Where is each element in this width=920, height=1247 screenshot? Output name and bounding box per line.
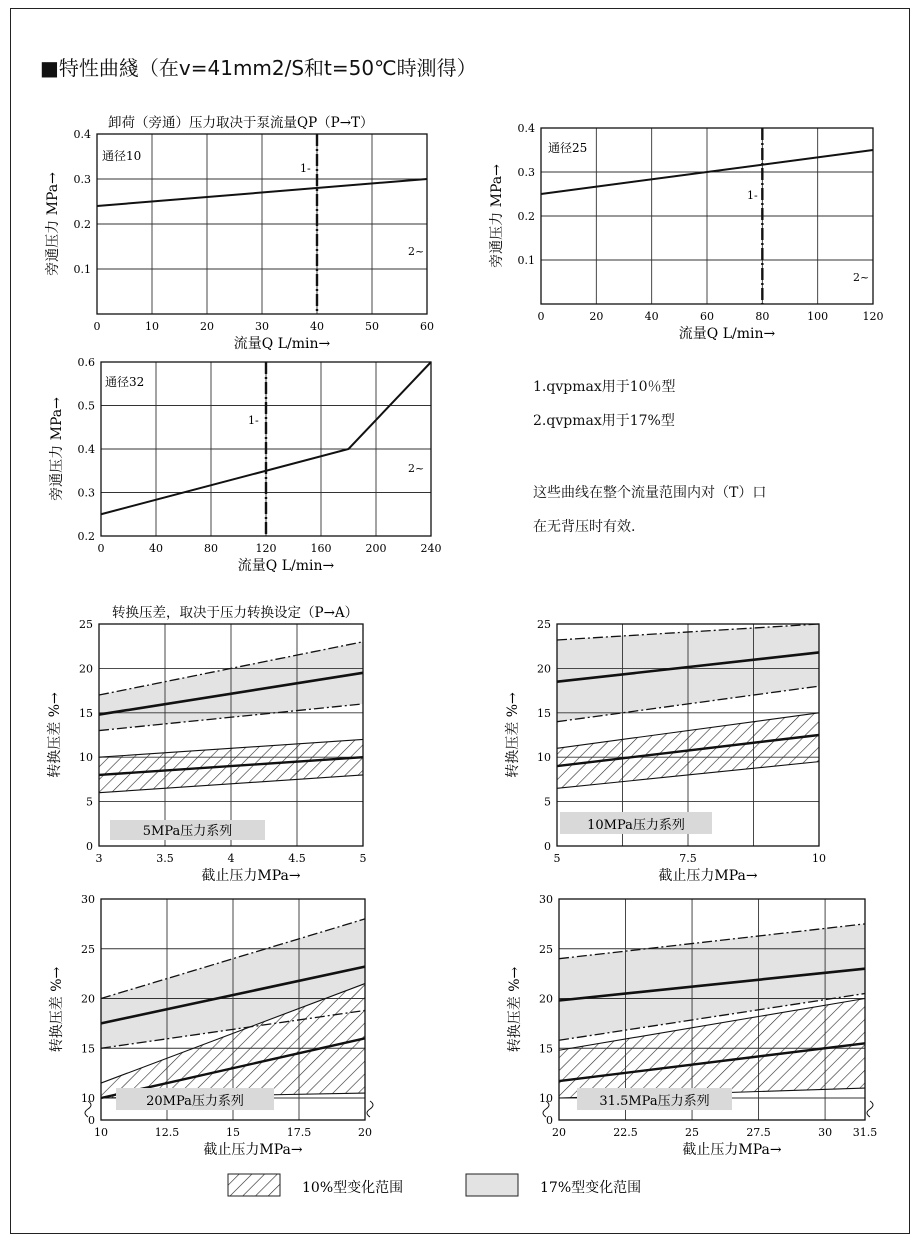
y-tick-label: 10 <box>81 1092 95 1105</box>
y-axis-label: 旁通压力 MPa→ <box>489 164 505 268</box>
x-tick-label: 22.5 <box>613 1126 638 1139</box>
y-tick-label: 20 <box>539 992 553 1006</box>
x-tick-label: 30 <box>255 320 269 333</box>
series-label: 10MPa压力系列 <box>587 818 685 833</box>
x-tick-label: 10 <box>94 1126 108 1139</box>
x-tick-label: 120 <box>255 542 277 555</box>
x-tick-label: 10 <box>812 852 826 865</box>
y-tick-label: 0.2 <box>77 530 95 543</box>
y-axis-label: 转换压差 %→ <box>507 966 523 1053</box>
x-tick-label: 20 <box>589 310 604 323</box>
series-label: 5MPa压力系列 <box>142 824 233 839</box>
x-tick-label: 3 <box>95 852 103 865</box>
y-tick-label: 20 <box>79 662 93 676</box>
chart-c6 <box>48 893 373 1158</box>
bore-label: 通径25 <box>548 141 588 155</box>
chart-title: 卸荷（旁通）压力取决于泵流量QP（P→T） <box>108 115 374 131</box>
x-tick-label: 12.5 <box>154 1126 180 1139</box>
x-tick-label: 31.5 <box>852 1126 878 1139</box>
y-tick-label: 0.3 <box>77 486 95 500</box>
marker-1-label: 1- <box>300 162 311 175</box>
legend-hatch-swatch <box>228 1174 280 1196</box>
y-tick-label: 20 <box>81 992 95 1006</box>
y-tick-label: 0.2 <box>517 210 535 223</box>
x-axis-label: 流量Q L/min→ <box>237 558 335 574</box>
series-label: 20MPa压力系列 <box>146 1094 244 1109</box>
x-tick-label: 4.5 <box>288 852 306 865</box>
bore-label: 通径10 <box>102 149 142 163</box>
x-tick-label: 15 <box>226 1126 240 1139</box>
x-tick-label: 120 <box>862 310 884 323</box>
x-tick-label: 100 <box>807 310 829 323</box>
y-tick-label: 20 <box>537 662 551 676</box>
marker-2-label: 2~ <box>408 462 425 475</box>
y-tick-label: 0.2 <box>73 218 91 231</box>
x-tick-label: 10 <box>145 320 159 333</box>
x-tick-label: 20 <box>358 1126 372 1139</box>
x-tick-label: 30 <box>818 1126 833 1139</box>
y-tick-label: 0.3 <box>517 166 535 179</box>
y-tick-label: 15 <box>79 706 93 720</box>
y-tick-label: 0.3 <box>73 173 91 186</box>
y-tick-label: 25 <box>79 618 93 631</box>
x-tick-label: 40 <box>644 310 659 323</box>
x-tick-label: 25 <box>685 1126 700 1139</box>
x-tick-label: 20 <box>552 1126 566 1139</box>
y-tick-label: 0.4 <box>77 443 95 456</box>
x-axis-label: 截止压力MPa→ <box>201 868 301 884</box>
y-tick-label: 30 <box>539 893 553 906</box>
x-tick-label: 0 <box>97 542 105 555</box>
x-tick-label: 200 <box>365 542 387 555</box>
x-tick-label: 5 <box>359 852 367 865</box>
x-tick-label: 27.5 <box>746 1126 771 1139</box>
y-tick-label: 0.1 <box>517 254 535 267</box>
chart-c3 <box>48 356 442 574</box>
y-tick-label: 0.5 <box>77 399 95 413</box>
legend-hatch-label: 10%型变化范围 <box>302 1180 404 1196</box>
x-axis-label: 流量Q L/min→ <box>233 336 331 352</box>
chart-c1 <box>44 114 434 352</box>
y-tick-label: 15 <box>537 706 551 720</box>
y-tick-label: 0 <box>88 1114 95 1127</box>
x-tick-label: 0 <box>93 320 101 333</box>
x-tick-label: 0 <box>537 310 545 323</box>
y-tick-label: 0.6 <box>77 356 95 369</box>
y-tick-label: 10 <box>79 751 93 765</box>
y-tick-label: 25 <box>539 942 553 956</box>
x-tick-label: 5 <box>553 852 561 865</box>
x-tick-label: 80 <box>755 310 770 323</box>
y-tick-label: 0 <box>546 1114 553 1127</box>
y-axis-label: 转换压差 %→ <box>505 692 521 778</box>
y-axis-label: 转换压差 %→ <box>47 692 63 778</box>
x-axis-label: 截止压力MPa→ <box>658 868 758 884</box>
x-tick-label: 17.5 <box>286 1126 312 1139</box>
x-tick-label: 40 <box>310 320 324 333</box>
x-tick-label: 80 <box>204 542 218 555</box>
y-tick-label: 0.1 <box>73 263 91 276</box>
x-tick-label: 4 <box>227 852 235 865</box>
page-heading: ■特性曲綫（在v=41mm2/S和t=50℃時測得） <box>40 56 477 80</box>
x-tick-label: 60 <box>700 310 714 323</box>
chart-c7 <box>506 893 877 1158</box>
note-2: 2.qvpmax用于17%型 <box>533 413 675 429</box>
x-tick-label: 160 <box>310 542 332 555</box>
note-3: 这些曲线在整个流量范围内对（T）口 <box>533 485 767 501</box>
note-4: 在无背压时有效. <box>533 519 636 535</box>
x-tick-label: 3.5 <box>156 852 174 865</box>
y-tick-label: 5 <box>544 795 551 809</box>
chart-c2 <box>488 122 884 342</box>
y-axis-label: 旁通压力 MPa→ <box>45 172 61 276</box>
x-axis-label: 流量Q L/min→ <box>678 326 776 342</box>
y-axis-label: 转换压差 %→ <box>49 966 65 1053</box>
chart-c5 <box>504 618 826 884</box>
x-tick-label: 40 <box>149 542 163 555</box>
legend <box>228 1174 641 1196</box>
y-tick-label: 10 <box>537 751 551 765</box>
y-axis-label: 旁通压力 MPa→ <box>49 397 65 501</box>
x-tick-label: 60 <box>420 320 434 333</box>
axis-break-mark <box>367 1101 373 1117</box>
y-tick-label: 25 <box>537 618 551 631</box>
y-tick-label: 0 <box>86 840 93 853</box>
y-tick-label: 30 <box>81 893 95 906</box>
x-tick-label: 240 <box>420 542 442 555</box>
x-tick-label: 20 <box>200 320 214 333</box>
bore-label: 通径32 <box>105 375 145 389</box>
legend-gray-swatch <box>466 1174 518 1196</box>
chart-c4 <box>46 604 367 884</box>
y-tick-label: 0.4 <box>73 128 91 141</box>
axis-break-mark <box>867 1101 873 1117</box>
x-tick-label: 7.5 <box>679 852 697 865</box>
y-tick-label: 10 <box>539 1092 553 1105</box>
y-tick-label: 5 <box>86 795 93 809</box>
note-1: 1.qvpmax用于10％型 <box>533 379 676 395</box>
x-axis-label: 截止压力MPa→ <box>203 1142 303 1158</box>
marker-2-label: 2~ <box>853 271 870 284</box>
marker-1-label: 1- <box>747 189 758 202</box>
marker-2-label: 2~ <box>408 245 425 258</box>
marker-1-label: 1- <box>248 414 259 427</box>
series-label: 31.5MPa压力系列 <box>599 1094 710 1109</box>
y-tick-label: 15 <box>539 1042 553 1056</box>
y-tick-label: 0.4 <box>517 122 535 135</box>
x-tick-label: 50 <box>365 320 379 333</box>
y-tick-label: 25 <box>81 942 95 956</box>
chart-title: 转换压差，取决于压力转换设定（P→A） <box>112 605 359 621</box>
y-tick-label: 0 <box>544 840 551 853</box>
y-tick-label: 15 <box>81 1042 95 1056</box>
legend-gray-label: 17%型变化范围 <box>540 1180 642 1196</box>
x-axis-label: 截止压力MPa→ <box>682 1142 782 1158</box>
